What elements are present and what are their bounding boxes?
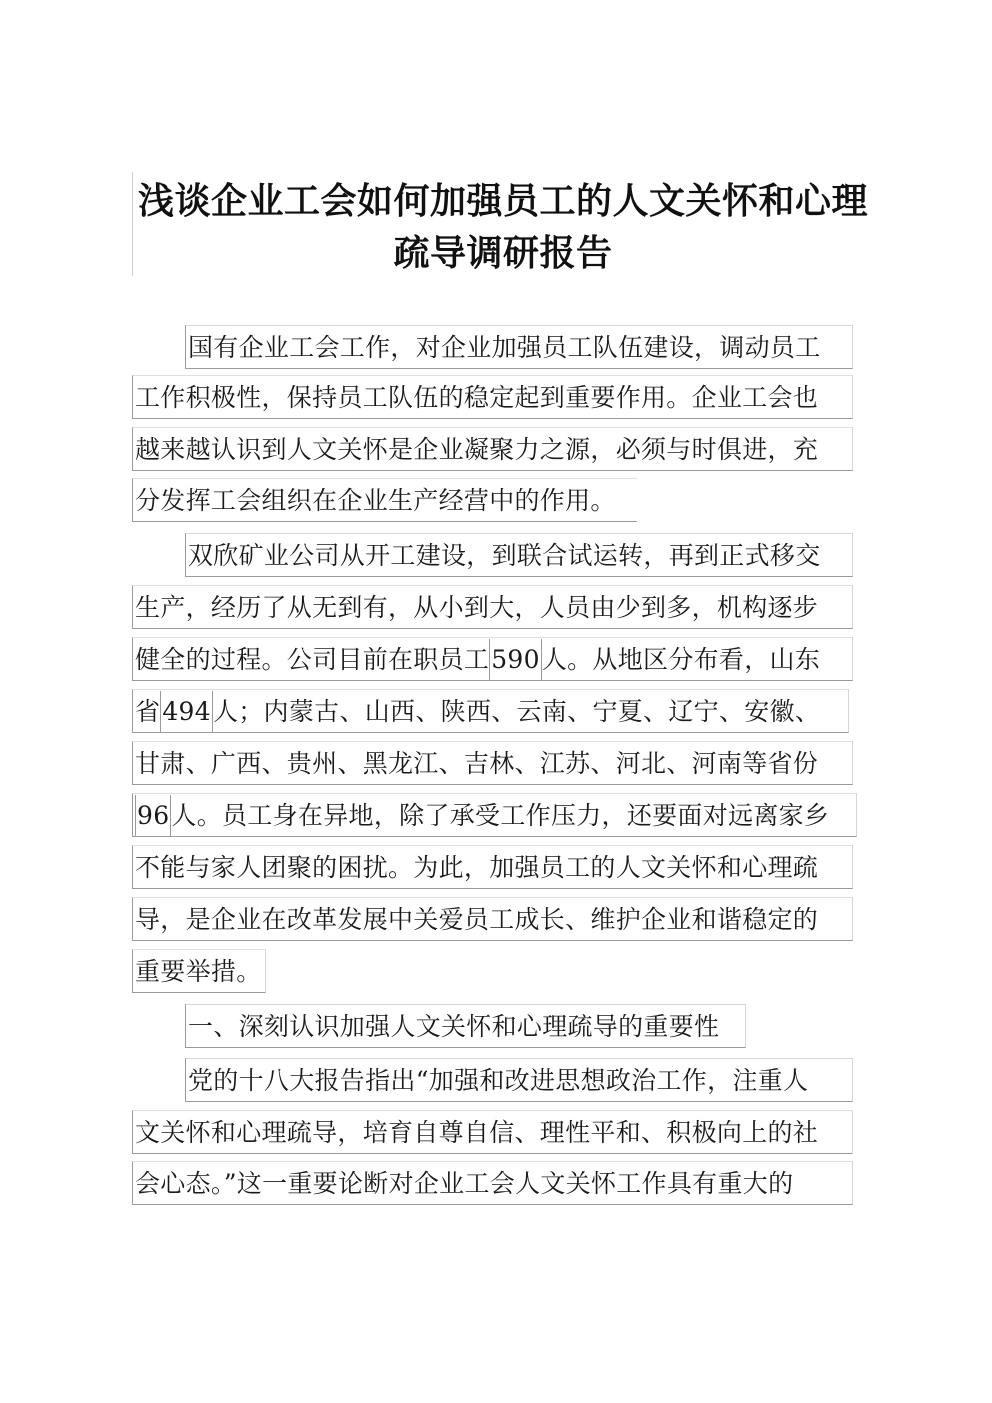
other-provinces-count: 96 — [135, 795, 171, 837]
text-segment: 省 — [135, 697, 161, 726]
section-heading-1: 一、深刻认识加强人文关怀和心理疏导的重要性 — [185, 1004, 746, 1048]
text-segment: 人；内蒙古、山西、陕西、云南、宁夏、辽宁、安徽、 — [212, 697, 821, 726]
title-line-2: 疏导调研报告 — [393, 233, 613, 274]
paragraph-2-line-1: 双欣矿业公司从开工建设，到联合试运转，再到正式移交 — [185, 533, 853, 577]
paragraph-3-line-2: 文关怀和心理疏导，培育自尊自信、理性平和、积极向上的社 — [132, 1110, 853, 1154]
paragraph-1-line-3: 越来越认识到人文关怀是企业凝聚力之源，必须与时俱进，充 — [132, 427, 853, 471]
title-line-1: 浅谈企业工会如何加强员工的人文关怀和心理 — [137, 181, 868, 222]
paragraph-2-line-3 — [132, 637, 853, 681]
document-title — [132, 172, 873, 276]
paragraph-2-line-7: 不能与家人团聚的困扰。为此，加强员工的人文关怀和心理疏 — [132, 845, 853, 889]
paragraph-3-line-3: 会心态。”这一重要论断对企业工会人文关怀工作具有重大的 — [132, 1161, 853, 1205]
paragraph-2-line-6 — [132, 793, 857, 837]
text-segment: 人。员工身在异地，除了承受工作压力，还要面对远离家乡 — [171, 801, 830, 830]
paragraph-3-line-1: 党的十八大报告指出“加强和改进思想政治工作，注重人 — [185, 1058, 853, 1102]
paragraph-2-line-4 — [132, 689, 849, 733]
paragraph-2-line-8: 导，是企业在改革发展中关爱员工成长、维护企业和谐稳定的 — [132, 897, 853, 941]
shandong-count: 494 — [160, 691, 213, 733]
paragraph-2-line-9: 重要举措。 — [132, 949, 266, 993]
paragraph-2-line-5: 甘肃、广西、贵州、黑龙江、吉林、江苏、河北、河南等省份 — [132, 741, 853, 785]
text-segment: 健全的过程。公司目前在职员工 — [135, 645, 490, 674]
paragraph-2-line-2: 生产，经历了从无到有，从小到大，人员由少到多，机构逐步 — [132, 585, 853, 629]
paragraph-1-line-2: 工作积极性，保持员工队伍的稳定起到重要作用。企业工会也 — [132, 375, 853, 419]
paragraph-1-line-1: 国有企业工会工作，对企业加强员工队伍建设，调动员工 — [185, 325, 853, 369]
text-segment: 人。从地区分布看，山东 — [541, 645, 821, 674]
paragraph-1-line-4: 分发挥工会组织在企业生产经营中的作用。 — [132, 478, 637, 522]
employee-count: 590 — [489, 639, 542, 681]
